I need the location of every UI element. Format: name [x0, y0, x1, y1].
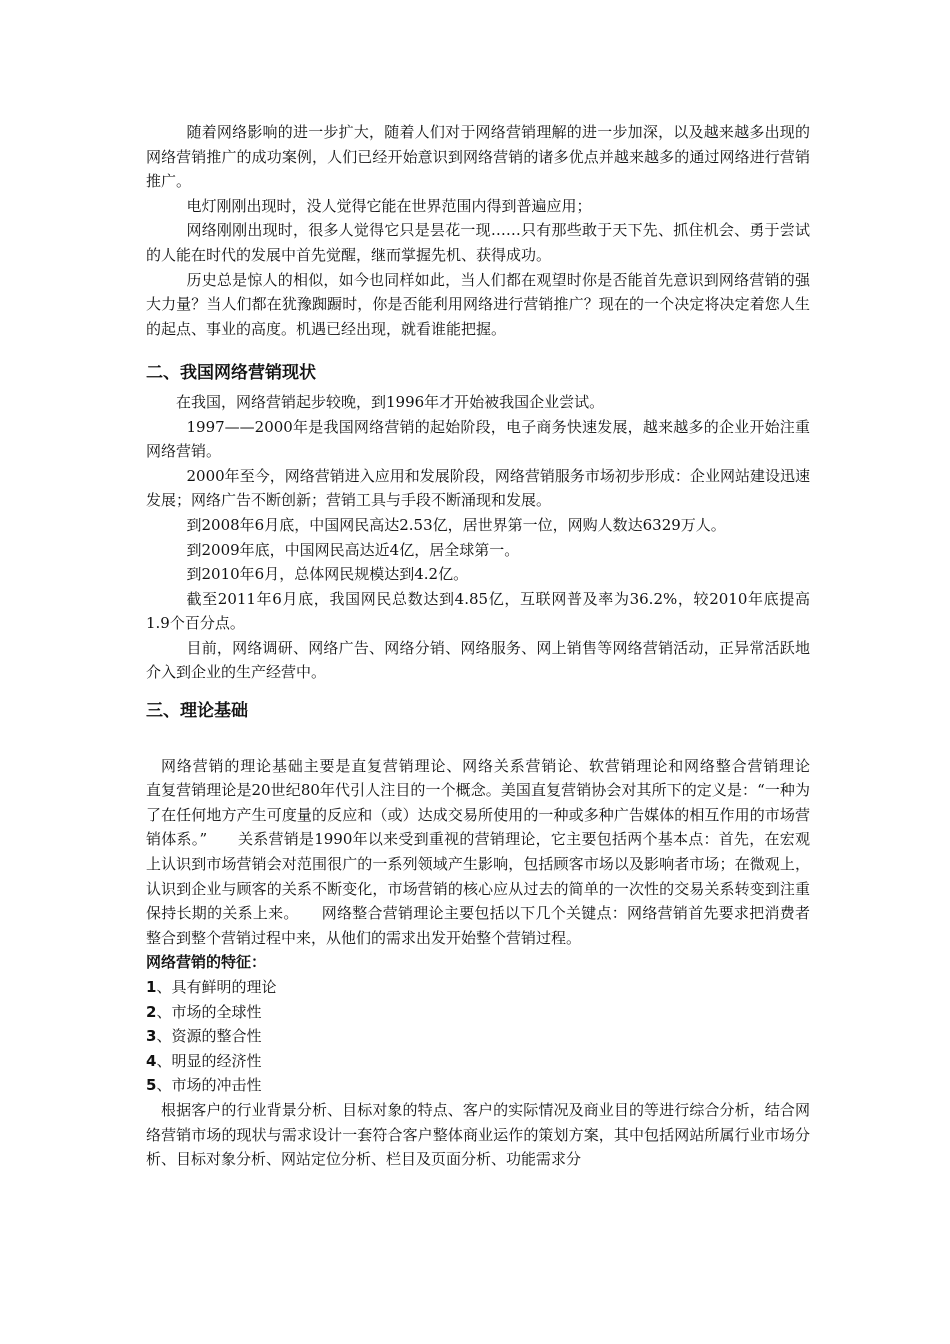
section-2-paragraph: 到2009年底，中国网民高达近4亿，居全球第一。 [186, 540, 520, 559]
list-item-text: 、市场的全球性 [156, 1002, 262, 1021]
section-2-paragraph: 2000年至今，网络营销进入应用和发展阶段，网络营销服务市场初步形成：企业网站建设迅速发展；网络广告不断创新；营销工具与手段不断涌现和发展。 [146, 466, 810, 510]
section-2-paragraph: 在我国，网络营销起步较晚，到1996年才开始被我国企业尝试。 [176, 392, 605, 411]
section-2-paragraph: 到2008年6月底，中国网民高达2.53亿，居世界第一位，网购人数达6329万人。 [186, 515, 726, 534]
list-item-number: 5 [146, 1076, 157, 1095]
list-item-number: 2 [146, 1002, 157, 1021]
list-item-text: 、明显的经济性 [156, 1051, 262, 1070]
section-2-paragraph: 1997——2000年是我国网络营销的起始阶段，电子商务快速发展，越来越多的企业开始注重网络营销。 [146, 417, 810, 461]
intro-paragraph-4: 历史总是惊人的相似，如今也同样如此，当人们都在观望时你是否能首先意识到网络营销的强大力量？当人们都在犹豫踟蹰时，你是否能利用网络进行营销推广？现在的一个决定将决定着您人生的起点、事业的高度。机遇已经出现，就看谁能把握。 [146, 270, 810, 338]
list-item-number: 4 [146, 1051, 157, 1070]
section-3-body: 网络营销的理论基础主要是直复营销理论、网络关系营销论、软营销理论和网络整合营销理论 直复营销理论是20世纪80年代引人注目的一个概念。美国直复营销协会对其所下的定义是：“一种为了在任何地方产生可度量的反应和（或）达成交易所使用的一种或多种广告媒体的相互作用的市场营销体系。” 关系营销是1990年以来受到重视的营销理论，它主要包括两个基本点：首先，在宏观上认识到市场营销会对范围很广的一系列领域产生影响，包括顾客市场以及影响者市场；在微观上，认识到企业与顾客的关系不断变化，市场营销的核心应从过去的简单的一次性的交易关系转变到注重保持长期的关系上来。 网络整合营销理论主要包括以下几个关键点：网络营销首先要求把消费者整合到整个营销过程中来，从他们的需求出发开始整个营销过程。 [146, 756, 841, 947]
document-body [146, 120, 841, 1172]
intro-paragraph-3: 网络刚刚出现时，很多人觉得它只是昙花一现……只有那些敢于天下先、抓住机会、勇于尝试的人能在时代的发展中首先觉醒，继而掌握先机、获得成功。 [146, 221, 810, 264]
list-item-number: 1 [146, 978, 157, 996]
list-item-number: 3 [146, 1027, 157, 1046]
intro-paragraph-1: 随着网络影响的进一步扩大，随着人们对于网络营销理解的进一步加深，以及越来越多出现的网络营销推广的成功案例，人们已经开始意识到网络营销的诸多优点并越来越多的通过网络进行营销推广。 [146, 123, 810, 191]
list-item [146, 1073, 810, 1098]
section-2-paragraph: 截至2011年6月底，我国网民总数达到4.85亿，互联网普及率为36.2%，较2010年底提高1.9个百分点。 [146, 589, 810, 633]
section-3-heading: 三、理论基础 [146, 701, 248, 722]
section-2-paragraph: 目前，网络调研、网络广告、网络分销、网络服务、网上销售等网络营销活动，正异常活跃地介入到企业的生产经营中。 [146, 638, 810, 682]
list-item-text: 、资源的整合性 [156, 1027, 262, 1046]
list-item-text: 、市场的冲击性 [156, 1076, 262, 1095]
list-item [146, 1024, 810, 1049]
features-label: 网络营销的特征： [146, 953, 267, 972]
section-2-heading: 二、我国网络营销现状 [146, 363, 316, 384]
list-item [146, 1049, 810, 1074]
list-item-text: 、具有鲜明的理论 [156, 978, 277, 996]
intro-paragraph-2: 电灯刚刚出现时，没人觉得它能在世界范围内得到普遍应用； [186, 196, 592, 215]
features-list [146, 975, 810, 1098]
section-2-paragraph: 到2010年6月，总体网民规模达到4.2亿。 [186, 565, 469, 584]
list-item [146, 1000, 810, 1025]
closing-paragraph: 根据客户的行业背景分析、目标对象的特点、客户的实际情况及商业目的等进行综合分析，结合网络营销市场的现状与需求设计一套符合客户整体商业运作的策划方案，其中包括网站所属行业市场分析、目标对象分析、网站定位分析、栏目及页面分析、功能需求分 [146, 1100, 810, 1169]
list-item [146, 975, 810, 1000]
